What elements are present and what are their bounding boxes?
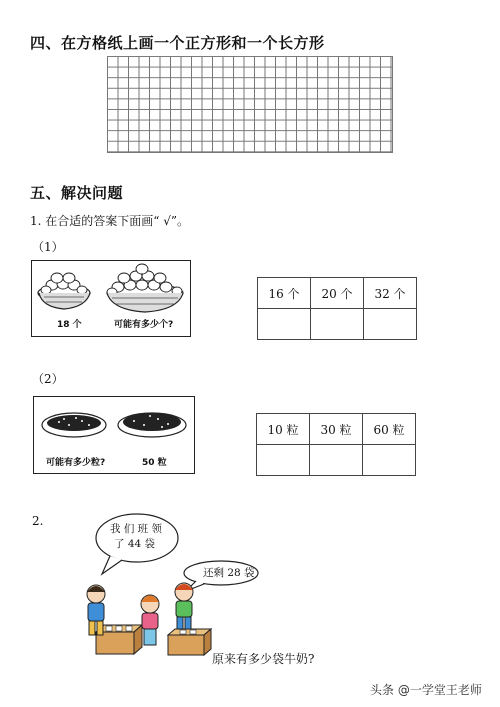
section5-title: 五、解决问题 bbox=[30, 184, 124, 202]
part1-label: （1） bbox=[32, 240, 64, 254]
section4-title: 四、在方格纸上画一个正方形和一个长方形 bbox=[30, 34, 325, 52]
option-60: 60 粒 bbox=[363, 414, 416, 445]
eggs-count-caption: 18 个 bbox=[57, 320, 82, 330]
egg-baskets-illustration bbox=[32, 263, 190, 318]
answer-cell-30[interactable] bbox=[310, 445, 363, 476]
grains-picture bbox=[33, 396, 195, 474]
part2-label: （2） bbox=[32, 372, 64, 386]
bubble2-text: 还剩 28 袋 bbox=[203, 567, 255, 579]
bubble1-line2: 了 44 袋 bbox=[114, 538, 156, 550]
watermark: 头条 @一学堂王老师 bbox=[370, 683, 482, 697]
option-16: 16 个 bbox=[258, 278, 311, 309]
grains-answer-table bbox=[256, 413, 416, 476]
question2-label: 2. bbox=[32, 514, 44, 528]
grains-question-caption: 可能有多少粒? bbox=[46, 458, 106, 468]
answer-cell-20[interactable] bbox=[311, 309, 364, 340]
option-32: 32 个 bbox=[364, 278, 417, 309]
question1-prompt: 1. 在合适的答案下面画“ √”。 bbox=[30, 214, 189, 228]
children-milk-illustration bbox=[76, 580, 216, 660]
question2-text: 原来有多少袋牛奶? bbox=[212, 652, 315, 666]
bubble1-line1: 我 们 班 领 bbox=[110, 523, 163, 535]
option-10: 10 粒 bbox=[257, 414, 310, 445]
option-20: 20 个 bbox=[311, 278, 364, 309]
answer-cell-16[interactable] bbox=[258, 309, 311, 340]
eggs-question-caption: 可能有多少个? bbox=[114, 320, 174, 330]
grains-count-caption: 50 粒 bbox=[142, 458, 167, 468]
option-30: 30 粒 bbox=[310, 414, 363, 445]
eggs-answer-table bbox=[257, 277, 417, 340]
answer-cell-10[interactable] bbox=[257, 445, 310, 476]
square-grid-paper[interactable] bbox=[107, 56, 393, 153]
answer-cell-60[interactable] bbox=[363, 445, 416, 476]
eggs-picture bbox=[31, 260, 191, 337]
answer-cell-32[interactable] bbox=[364, 309, 417, 340]
grain-plates-illustration bbox=[34, 403, 194, 453]
